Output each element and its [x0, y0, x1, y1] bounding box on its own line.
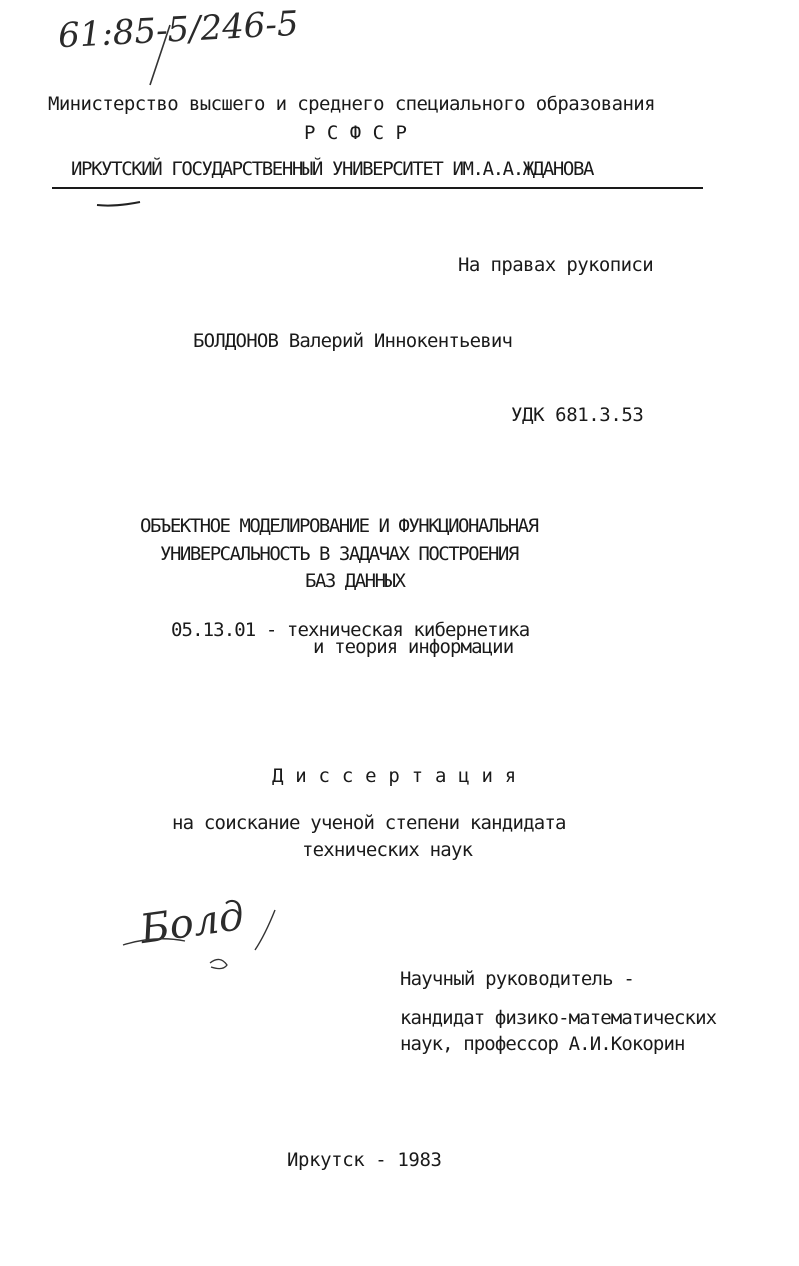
thesis-title-line-1: ОБЪЕКТНОЕ МОДЕЛИРОВАНИЕ И ФУНКЦИОНАЛЬНАЯ — [140, 515, 538, 537]
archive-mark-stroke — [140, 20, 180, 90]
place-and-year: Иркутск - 1983 — [287, 1149, 442, 1171]
signature-flourish — [115, 905, 295, 975]
republic-line: Р С Ф С Р — [304, 122, 407, 144]
document-type: Д и с с е р т а ц и я — [272, 765, 517, 787]
supervisor-line-3: наук, профессор А.И.Кокорин — [400, 1033, 685, 1055]
university-line: ИРКУТСКИЙ ГОСУДАРСТВЕННЫЙ УНИВЕРСИТЕТ ИМ.А.А.ЖДАНОВА — [71, 158, 594, 180]
thesis-title-line-3: БАЗ ДАННЫХ — [305, 570, 405, 592]
degree-line-2: технических наук — [302, 839, 473, 861]
specialty-line-1: 05.13.01 - техническая кибернетика — [171, 619, 530, 641]
ink-smudge — [95, 198, 145, 212]
thesis-title-line-2: УНИВЕРСАЛЬНОСТЬ В ЗАДАЧАХ ПОСТРОЕНИЯ — [160, 543, 518, 565]
supervisor-line-2: кандидат физико-математических — [400, 1007, 717, 1029]
archive-handwritten-mark: 61:85-5/246-5 — [57, 3, 300, 57]
author-name: БОЛДОНОВ Валерий Иннокентьевич — [193, 330, 513, 352]
specialty-line-2: и теория информации — [313, 636, 514, 658]
handwritten-signature: Болд — [137, 892, 247, 954]
ministry-line: Министерство высшего и среднего специального образования — [48, 93, 655, 115]
rights-note: На правах рукописи — [458, 254, 654, 276]
udc-code: УДК 681.3.53 — [511, 404, 644, 426]
supervisor-line-1: Научный руководитель - — [400, 968, 635, 990]
degree-line-1: на соискание ученой степени кандидата — [172, 812, 566, 834]
header-underline — [52, 187, 703, 189]
